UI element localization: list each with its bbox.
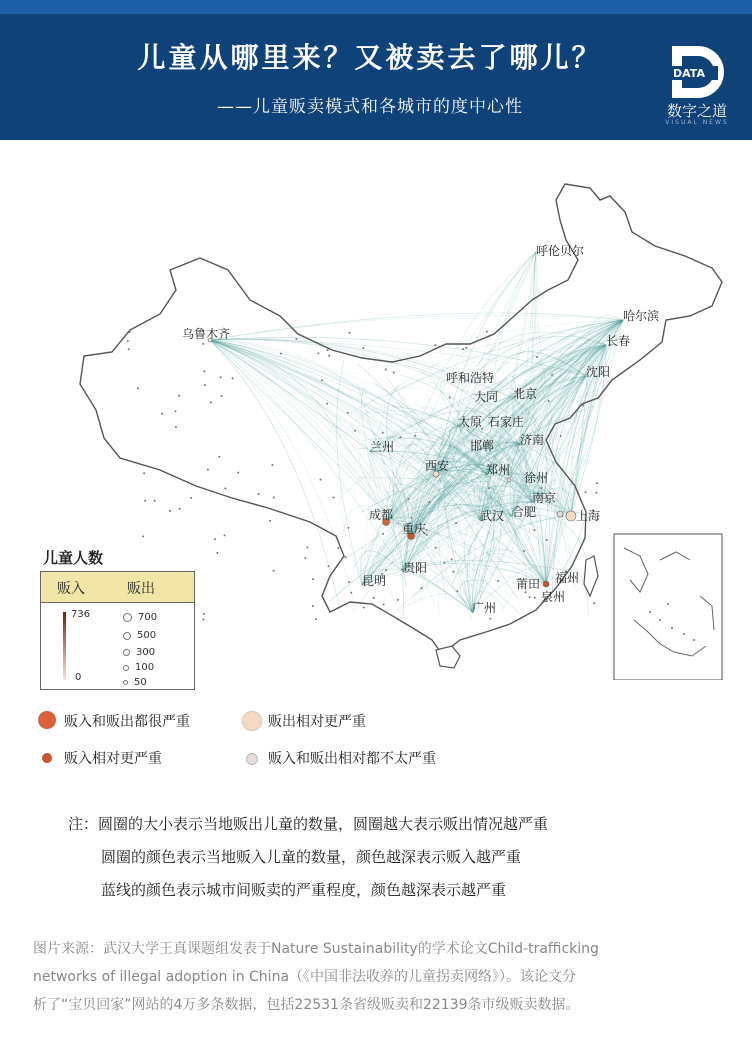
minor-city-dot [488, 487, 490, 489]
flow-line [403, 570, 472, 612]
minor-city-dot [337, 547, 339, 549]
sell-size-row [123, 657, 154, 671]
sell-size-value: 700 [138, 612, 158, 623]
minor-city-dot [237, 472, 239, 474]
minor-city-dot [435, 547, 437, 549]
minor-city-dot [385, 369, 387, 371]
page-title: 儿童从哪里来？又被卖去了哪儿？ [137, 41, 603, 74]
sell-size-circle [123, 665, 129, 671]
minor-city-dot [362, 347, 364, 349]
minor-city-dot [354, 430, 356, 432]
minor-city-dot [271, 464, 273, 466]
minor-city-dot [443, 562, 445, 564]
city-label: 呼和浩特 [446, 371, 495, 385]
city-label: 济南 [520, 433, 545, 447]
minor-city-dot [455, 522, 457, 524]
minor-city-dot [269, 520, 271, 522]
sell-size-row [123, 625, 156, 639]
minor-city-dot [548, 400, 550, 402]
category-label: 贩出相对更严重 [268, 714, 366, 730]
city-label: 郑州 [486, 463, 511, 477]
minor-city-dot [306, 546, 308, 548]
minor-city-dot [218, 456, 220, 458]
minor-city-dot [426, 534, 428, 536]
flow-line [436, 474, 517, 598]
city-label: 石家庄 [488, 415, 525, 429]
page-subtitle: ——儿童贩卖模式和各城市的度中心性 [217, 97, 523, 117]
minor-city-dot [127, 340, 129, 342]
flow-line [210, 340, 340, 609]
minor-city-dot [452, 571, 454, 573]
minor-city-dot [486, 331, 488, 333]
minor-city-dot [304, 557, 306, 559]
minor-city-dot [497, 580, 499, 582]
category-label: 贩入相对更严重 [64, 751, 162, 767]
minor-city-dot [175, 426, 177, 428]
sell-size-row [123, 642, 155, 656]
sell-size-value: 300 [136, 647, 156, 658]
note-line: 蓝线的颜色表示城市间贩卖的严重程度，颜色越深表示越严重 [101, 881, 507, 899]
minor-city-dot [347, 412, 349, 414]
minor-city-dot [144, 500, 146, 502]
city-label: 沈阳 [586, 365, 611, 379]
minor-city-dot [434, 344, 436, 346]
source-line: networks of illegal adoption in China（《中国非法收养的儿童拐卖网络》）。该论文分 [33, 969, 577, 985]
buy-scale-max: 736 [71, 609, 91, 620]
city-label: 徐州 [524, 471, 549, 485]
minor-city-dot [534, 529, 536, 531]
city-label: 昆明 [362, 574, 387, 588]
minor-city-dot [489, 618, 491, 620]
minor-city-dot [333, 497, 335, 499]
minor-city-dot [420, 587, 422, 589]
minor-city-dot [202, 343, 204, 345]
sell-size-circle [123, 632, 131, 640]
minor-city-dot [456, 590, 458, 592]
minor-city-dot [536, 356, 538, 358]
category-dot [246, 753, 258, 765]
minor-city-dot [214, 538, 216, 540]
city-label: 莆田 [516, 577, 541, 591]
minor-city-dot [449, 397, 451, 399]
flow-line [337, 361, 362, 585]
category-dot [242, 711, 262, 731]
minor-city-dot [383, 604, 385, 606]
minor-city-dot [593, 602, 595, 604]
minor-city-dot [382, 533, 384, 535]
minor-city-dot [203, 370, 205, 372]
city-label: 武汉 [480, 509, 505, 523]
minor-city-dot [179, 508, 181, 510]
city-label: 北京 [513, 387, 538, 401]
minor-city-dot [596, 482, 598, 484]
minor-city-dot [397, 599, 399, 601]
minor-city-dot [315, 618, 317, 620]
minor-city-dot [216, 552, 218, 554]
minor-city-dot [295, 338, 297, 340]
sell-size-circle [123, 613, 132, 622]
minor-city-dot [328, 355, 330, 357]
minor-city-dot [169, 510, 171, 512]
city-label: 贵阳 [403, 561, 428, 575]
minor-city-dot [462, 348, 464, 350]
city-label: 南京 [532, 491, 557, 505]
minor-city-dot [546, 539, 548, 541]
minor-city-dot [273, 570, 275, 572]
minor-city-dot [203, 613, 205, 615]
minor-city-dot [465, 347, 467, 349]
city-label: 太原 [458, 415, 483, 429]
city-label: 乌鲁木齐 [182, 327, 231, 341]
city-label: 兰州 [370, 440, 395, 454]
minor-city-dot [524, 591, 526, 593]
city-label: 哈尔滨 [623, 309, 660, 323]
minor-city-dot [258, 493, 260, 495]
minor-city-dot [312, 578, 314, 580]
minor-city-dot [224, 488, 226, 490]
city-label: 合肥 [512, 505, 537, 519]
minor-city-dot [320, 479, 322, 481]
minor-city-dot [128, 348, 130, 350]
city-label: 广州 [472, 601, 497, 615]
sell-size-value: 500 [137, 630, 157, 641]
logo-caption: 数字之道 [666, 102, 727, 120]
minor-city-dot [385, 569, 387, 571]
city-label: 邯郸 [470, 439, 495, 453]
legend-sell-label: 贩出 [127, 581, 155, 597]
minor-city-dot [175, 410, 177, 412]
minor-city-dot [349, 332, 351, 334]
minor-city-dot [451, 558, 453, 560]
minor-city-dot [585, 491, 587, 493]
buy-scale-min: 0 [75, 672, 82, 683]
category-label: 贩入和贩出都很严重 [64, 714, 190, 730]
minor-city-dot [414, 435, 416, 437]
minor-city-dot [373, 597, 375, 599]
legend-box [40, 571, 195, 690]
minor-city-dot [534, 597, 536, 599]
city-label: 泉州 [541, 590, 566, 604]
minor-city-dot [207, 469, 209, 471]
logo-text: DATA [673, 67, 705, 80]
minor-city-dot [210, 402, 212, 404]
minor-city-dot [428, 501, 430, 503]
minor-city-dot [273, 497, 275, 499]
hainan-island [436, 646, 460, 668]
minor-city-dot [408, 498, 410, 500]
legend-title: 儿童人数 [43, 549, 104, 567]
minor-city-dot [595, 492, 597, 494]
minor-city-dot [190, 497, 192, 499]
sell-size-value: 100 [135, 662, 155, 673]
minor-city-dot [551, 374, 553, 376]
minor-city-dot [348, 581, 350, 583]
city-label: 呼伦贝尔 [536, 244, 585, 258]
flow-line [341, 481, 362, 585]
minor-city-dot [142, 535, 144, 537]
sell-size-row [123, 672, 147, 686]
note-line: 注：圆圈的大小表示当地贩出儿童的数量，圆圈越大表示贩出情况越严重 [68, 815, 549, 833]
minor-city-dot [582, 404, 584, 406]
legend-buy-label: 贩入 [57, 581, 85, 597]
minor-city-dot [204, 384, 206, 386]
minor-city-dot [393, 372, 395, 374]
category-dot [38, 711, 56, 729]
minor-city-dot [312, 605, 314, 607]
legend-header [41, 572, 194, 603]
minor-city-dot [327, 349, 329, 351]
minor-city-dot [280, 353, 282, 355]
minor-city-dot [345, 556, 347, 558]
minor-city-dot [203, 619, 205, 621]
minor-city-dot [529, 596, 531, 598]
city-label: 福州 [555, 571, 580, 585]
minor-city-dot [328, 565, 330, 567]
sell-size-circle [123, 680, 128, 685]
source-line: 图片来源：武汉大学王真课题组发表于Nature Sustainability的学术论文Child-trafficking [33, 941, 599, 957]
sell-size-circle [123, 649, 130, 656]
minor-city-dot [382, 432, 384, 434]
minor-city-dot [137, 387, 139, 389]
sell-size-value: 50 [134, 677, 147, 688]
minor-city-dot [321, 379, 323, 381]
minor-city-dot [350, 592, 352, 594]
city-label: 大同 [474, 390, 499, 404]
minor-city-dot [154, 500, 156, 502]
city-label: 西安 [425, 459, 450, 473]
category-dot [42, 753, 52, 763]
minor-city-dot [220, 376, 222, 378]
city-label: 上海 [576, 509, 601, 523]
minor-city-dot [318, 352, 320, 354]
sell-size-row [123, 607, 157, 621]
header-banner [0, 0, 752, 140]
minor-city-dot [143, 472, 145, 474]
note-line: 圆圈的颜色表示当地贩入儿童的数量，颜色越深表示贩入越严重 [101, 848, 522, 866]
south-china-sea-inset [614, 534, 722, 680]
minor-city-dot [523, 550, 525, 552]
minor-city-dot [224, 534, 226, 536]
header-stripe [0, 0, 752, 14]
minor-city-dot [221, 395, 223, 397]
minor-city-dot [399, 436, 401, 438]
minor-city-dot [326, 403, 328, 405]
minor-city-dot [232, 377, 234, 379]
minor-city-dot [347, 527, 349, 529]
minor-city-dot [178, 395, 180, 397]
city-label: 成都 [369, 508, 394, 522]
buy-color-ramp [63, 612, 66, 680]
logo-tagline: VISUAL NEWS [665, 119, 729, 126]
minor-city-dot [560, 435, 562, 437]
city-label: 重庆 [402, 522, 427, 536]
minor-city-dot [410, 517, 412, 519]
city-label: 长春 [606, 334, 631, 348]
minor-city-dot [363, 607, 365, 609]
minor-city-dot [161, 413, 163, 415]
minor-city-dot [540, 487, 542, 489]
source-line: 析了“宝贝回家”网站的4万多条数据，包括22531条省级贩卖和22139条市级贩卖数据。 [33, 997, 580, 1013]
category-label: 贩入和贩出相对都不太严重 [268, 751, 436, 767]
